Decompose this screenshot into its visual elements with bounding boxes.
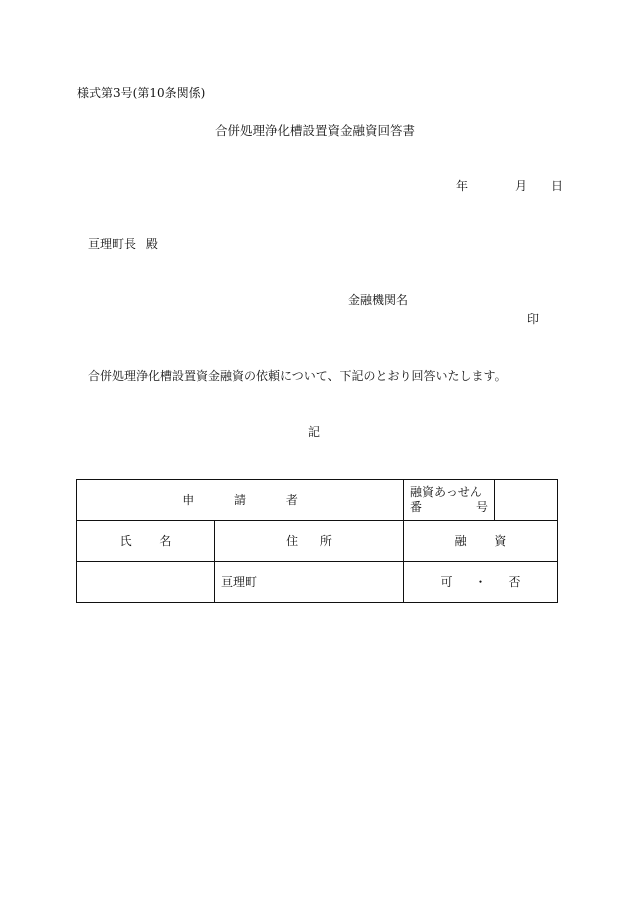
- mediation-number-label: [404, 480, 495, 521]
- column-loan: 融 資: [404, 521, 558, 562]
- bank-name-label: 金融機関名: [348, 293, 409, 307]
- date-day-label: 日: [551, 179, 564, 193]
- loan-separator: ・: [474, 574, 487, 589]
- name-value[interactable]: [77, 562, 215, 603]
- mediation-number-value[interactable]: [495, 480, 558, 521]
- body-text: 合併処理浄化槽設置資金融資の依頼について、下記のとおり回答いたします。: [88, 369, 507, 383]
- loan-decision[interactable]: [404, 562, 558, 603]
- mediation-label-line1: 融資あっせん: [410, 485, 482, 499]
- date-year-label: 年: [456, 179, 469, 193]
- mediation-label-ban: 番: [410, 500, 423, 514]
- date-line: [456, 180, 563, 192]
- seal-mark: 印: [527, 312, 540, 326]
- ki-heading: 記: [308, 425, 321, 439]
- loan-no[interactable]: 否: [508, 574, 521, 589]
- address-value[interactable]: 亘理町: [215, 562, 404, 603]
- form-number: 様式第3号(第10条関係): [77, 86, 206, 100]
- document-title: 合併処理浄化槽設置資金融資回答書: [214, 123, 415, 138]
- applicant-header: 申 請 者: [77, 480, 404, 521]
- column-address: 住 所: [215, 521, 404, 562]
- table-header-row: [77, 480, 558, 521]
- addressee: 亘理町長 殿: [88, 237, 158, 251]
- table-row: [77, 562, 558, 603]
- mediation-label-line2: [410, 500, 488, 515]
- mediation-label-go: 号: [476, 500, 489, 514]
- answer-table: [76, 479, 558, 603]
- column-name: 氏 名: [77, 521, 215, 562]
- date-month-label: 月: [515, 179, 528, 193]
- loan-yes[interactable]: 可: [440, 574, 453, 589]
- table-column-header-row: [77, 521, 558, 562]
